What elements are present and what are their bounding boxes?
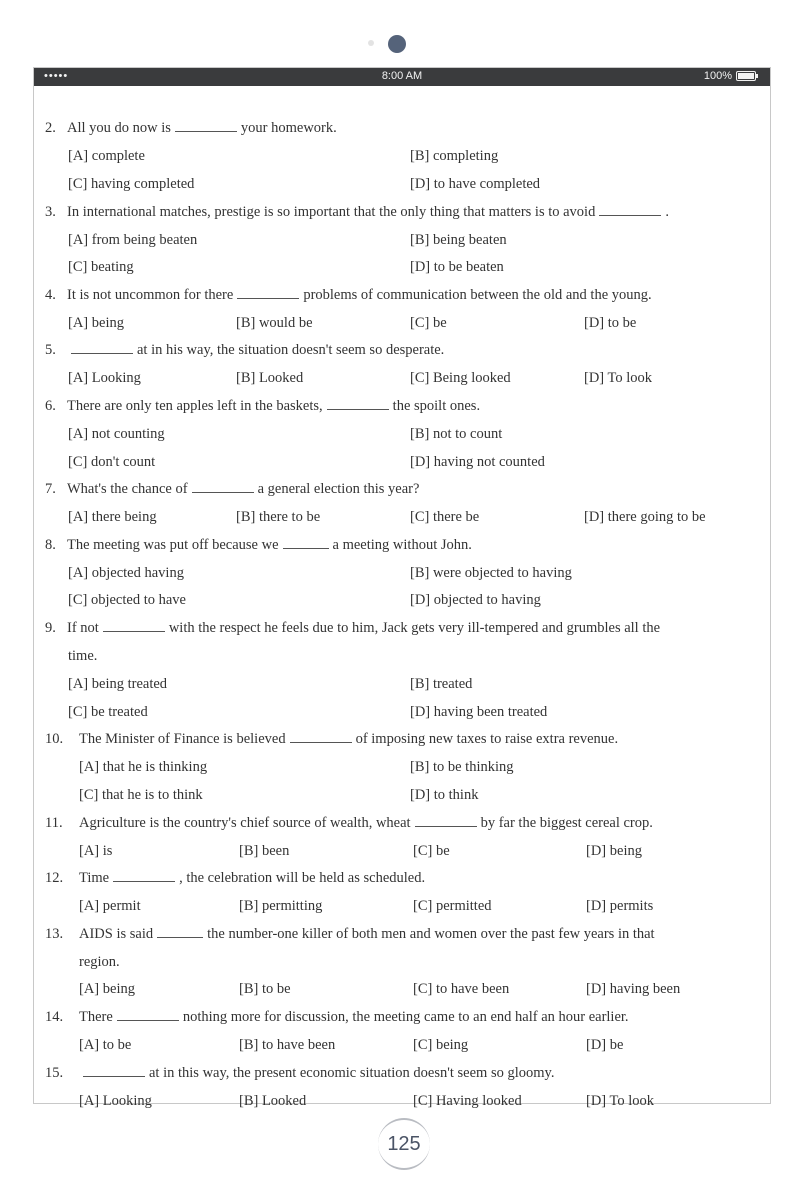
answer-blank (327, 397, 389, 410)
answer-option: [D] permits (586, 898, 654, 914)
answer-option: [B] would be (236, 315, 313, 331)
question-number: 6. (45, 398, 56, 414)
answer-blank (71, 341, 133, 354)
question-number: 15. (45, 1065, 64, 1081)
answer-option: [A] being (68, 315, 124, 331)
signal-indicator: ••••• (44, 70, 69, 82)
answer-blank (283, 536, 329, 549)
answer-blank (113, 869, 175, 882)
question-text-continued: nothing more for discussion, the meeting came to an end half an hour earlier. (182, 1009, 629, 1025)
answer-blank (175, 119, 237, 132)
answer-option: [C] beating (68, 259, 134, 275)
question-text: There are only ten apples left in the baskets, (67, 398, 323, 414)
answer-option: [B] Looked (239, 1093, 307, 1109)
answer-option: [D] having been (586, 981, 681, 997)
answer-option: [D] to be (584, 315, 637, 331)
question-stem (45, 730, 618, 748)
question-stem (45, 814, 653, 832)
question-text-continued: the number-one killer of both men and women over the past few years in that (207, 926, 655, 942)
answer-option: [B] to be (239, 981, 291, 997)
answer-option: [C] permitted (413, 898, 492, 914)
question-stem (45, 119, 337, 137)
question-number: 2. (45, 120, 56, 136)
answer-option: [C] being (413, 1037, 469, 1053)
answer-option: [D] to have completed (410, 176, 541, 192)
question-stem (45, 536, 472, 554)
question-number: 5. (45, 342, 56, 358)
answer-option: [B] been (239, 843, 290, 859)
answer-option: [B] not to count (410, 426, 503, 442)
answer-option: [D] to think (410, 787, 479, 803)
front-camera (388, 35, 406, 53)
answer-option: [C] be treated (68, 704, 148, 720)
question-stem (45, 341, 444, 359)
question-text-continued: a general election this year? (257, 481, 420, 497)
question-number: 3. (45, 204, 56, 220)
answer-option: [C] to have been (413, 981, 510, 997)
answer-blank (415, 814, 477, 827)
answer-blank (599, 203, 661, 216)
answer-blank (83, 1064, 145, 1077)
answer-option: [A] to be (79, 1037, 132, 1053)
answer-blank (117, 1008, 179, 1021)
answer-option: [C] that he is to think (79, 787, 203, 803)
question-text-continued: the spoilt ones. (392, 398, 481, 414)
question-stem (45, 480, 419, 498)
status-time: 8:00 AM (381, 70, 423, 82)
question-text: There (79, 1009, 113, 1025)
question-number: 4. (45, 287, 56, 303)
answer-option: [C] objected to have (68, 592, 186, 608)
question-number: 14. (45, 1009, 64, 1025)
answer-option: [A] there being (68, 509, 157, 525)
question-number: 7. (45, 481, 56, 497)
question-stem (45, 1008, 629, 1026)
answer-option: [A] permit (79, 898, 141, 914)
question-number: 12. (45, 870, 64, 886)
question-text-continued: at in his way, the situation doesn't seem so desperate. (137, 342, 445, 358)
answer-option: [B] being beaten (410, 232, 507, 248)
answer-blank (103, 619, 165, 632)
answer-option: [D] having been treated (410, 704, 548, 720)
answer-option: [A] complete (68, 148, 145, 164)
question-text-continued: , the celebration will be held as scheduled. (179, 870, 426, 886)
answer-option: [D] objected to having (410, 592, 541, 608)
answer-option: [C] be (413, 843, 450, 859)
question-text-wrap: region. (79, 954, 120, 970)
answer-option: [D] there going to be (584, 509, 706, 525)
question-number: 10. (45, 731, 64, 747)
question-number: 13. (45, 926, 64, 942)
answer-option: [A] not counting (68, 426, 165, 442)
battery-percent: 100% (703, 70, 732, 82)
battery-icon (736, 71, 756, 81)
answer-option: [A] Looking (68, 370, 141, 386)
answer-blank (237, 286, 299, 299)
question-stem (45, 397, 480, 415)
answer-option: [C] there be (410, 509, 480, 525)
question-number: 9. (45, 620, 56, 636)
answer-option: [A] being treated (68, 676, 168, 692)
question-number: 8. (45, 537, 56, 553)
answer-option: [D] be (586, 1037, 624, 1053)
answer-option: [D] To look (586, 1093, 654, 1109)
question-text: What's the chance of (67, 481, 188, 497)
page-number: 125 (378, 1118, 430, 1170)
answer-option: [C] be (410, 315, 447, 331)
question-text: Time (79, 870, 110, 886)
question-text: Agriculture is the country's chief source of wealth, wheat (79, 815, 411, 831)
answer-option: [A] objected having (68, 565, 184, 581)
question-text-continued: at in this way, the present economic situation doesn't seem so gloomy. (149, 1065, 555, 1081)
question-text-continued: a meeting without John. (332, 537, 472, 553)
question-stem (45, 925, 655, 943)
answer-option: [C] Having looked (413, 1093, 522, 1109)
front-camera-dot (368, 40, 374, 46)
answer-blank (157, 925, 203, 938)
answer-option: [B] Looked (236, 370, 304, 386)
question-stem (45, 1064, 554, 1082)
question-text: If not (67, 620, 99, 636)
question-stem (45, 869, 425, 887)
battery-indicator (704, 70, 756, 82)
answer-option: [B] to have been (239, 1037, 336, 1053)
answer-option: [B] treated (410, 676, 473, 692)
question-text-continued: with the respect he feels due to him, Jack gets very ill-tempered and grumbles all the (168, 620, 661, 636)
answer-blank (290, 730, 352, 743)
question-stem (45, 286, 652, 304)
question-text-continued: of imposing new taxes to raise extra revenue. (355, 731, 619, 747)
question-text-continued: your homework. (240, 120, 337, 136)
question-text: It is not uncommon for there (67, 287, 234, 303)
answer-option: [C] Being looked (410, 370, 511, 386)
answer-option: [C] don't count (68, 454, 156, 470)
question-text-wrap: time. (68, 648, 98, 664)
answer-option: [B] permitting (239, 898, 323, 914)
answer-option: [A] that he is thinking (79, 759, 208, 775)
question-number: 11. (45, 815, 63, 831)
question-stem (45, 203, 669, 221)
question-text-continued: by far the biggest cereal crop. (480, 815, 653, 831)
answer-option: [D] to be beaten (410, 259, 504, 275)
status-bar (34, 68, 770, 86)
question-text-continued: problems of communication between the old and the young. (303, 287, 652, 303)
answer-option: [A] from being beaten (68, 232, 198, 248)
answer-option: [A] Looking (79, 1093, 152, 1109)
tablet-screen (33, 67, 771, 1109)
question-text: All you do now is (67, 120, 171, 136)
question-text: The meeting was put off because we (67, 537, 279, 553)
answer-option: [A] is (79, 843, 113, 859)
answer-option: [B] were objected to having (410, 565, 572, 581)
answer-option: [A] being (79, 981, 135, 997)
question-stem (45, 619, 660, 637)
answer-option: [B] completing (410, 148, 499, 164)
answer-option: [B] there to be (236, 509, 321, 525)
answer-option: [C] having completed (68, 176, 195, 192)
answer-option: [D] To look (584, 370, 652, 386)
question-text: AIDS is said (79, 926, 154, 942)
question-text-continued: . (665, 204, 669, 220)
answer-option: [B] to be thinking (410, 759, 514, 775)
answer-option: [D] having not counted (410, 454, 545, 470)
answer-option: [D] being (586, 843, 642, 859)
answer-blank (192, 480, 254, 493)
question-text: In international matches, prestige is so important that the only thing that matters is to avoid (67, 204, 596, 220)
question-text: The Minister of Finance is believed (79, 731, 286, 747)
